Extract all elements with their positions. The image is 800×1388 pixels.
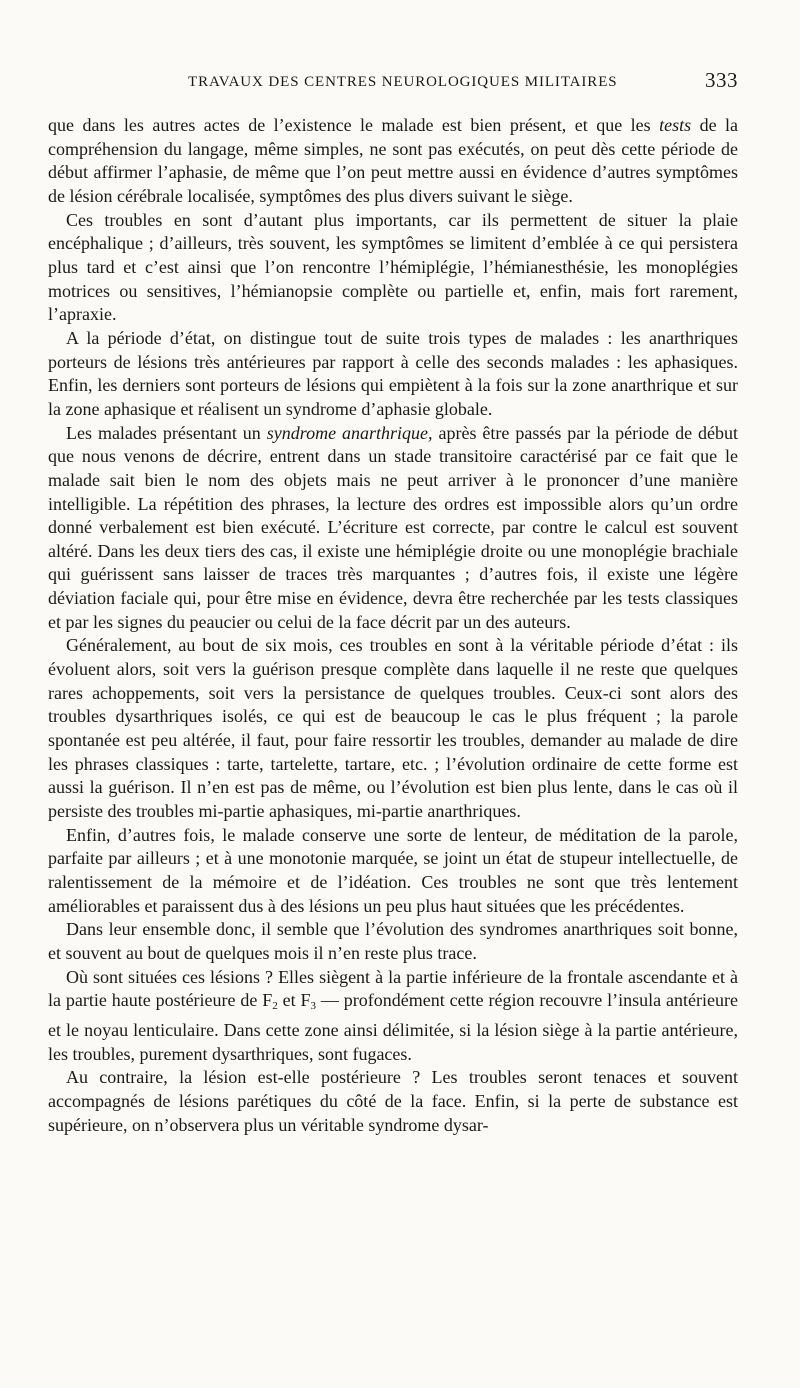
running-title: TRAVAUX DES CENTRES NEUROLOGIQUES MILITAIRES <box>188 74 618 90</box>
paragraph-8 <box>48 966 738 1067</box>
paragraph-6-text: Enfin, d’autres fois, le malade conserve une sorte de lenteur, de méditation de la parole, parfaite par ailleurs ; et à une monotonie marquée, se joint un état de stupeur intellectuelle, de ralentissement de la mémoire et de l’idéation. Ces troubles ne sont que très lentement améliorables et paraissent dus à des lésions un peu plus haut situées que les précédentes. <box>48 824 738 916</box>
body-text <box>48 114 738 1137</box>
paragraph-2 <box>48 209 738 327</box>
paragraph-3 <box>48 327 738 422</box>
paragraph-4 <box>48 422 738 635</box>
paragraph-7 <box>48 918 738 965</box>
paragraph-8-mid: et F <box>277 990 311 1011</box>
paragraph-1 <box>48 114 738 209</box>
paragraph-7-text: Dans leur ensemble donc, il semble que l’évolution des syndromes anarthriques soit bonne, et souvent au bout de quelques mois il n’en reste plus trace. <box>48 919 738 963</box>
paragraph-9-text: Au contraire, la lésion est-elle postérieure ? Les troubles seront tenaces et souvent accompagnés de lésions parétiques du côté de la face. Enfin, si la perte de substance est supérieure, on n’observera plus un véritable syndrome dysar- <box>48 1067 738 1135</box>
paragraph-1-text: que dans les autres actes de l’existence le malade est bien présent, et que les <box>48 115 660 135</box>
paragraph-8-text-after: — profondément cette région recouvre l’insula antérieure et le noyau lenticulaire. Dans cette zone ainsi délimitée, si la lésion siège à la partie antérieure, les troubles, purement dysarthriques, sont fugaces. <box>48 990 738 1064</box>
paragraph-5 <box>48 634 738 823</box>
paragraph-6 <box>48 824 738 919</box>
italic-tests: tests <box>659 115 692 135</box>
paragraph-4-text-after: après être passés par la période de début que nous venons de décrire, entrent dans un stade transitoire caractérisé par ce fait que le malade sait bien le nom des objets mais ne peut arriver à le prononcer d’une manière intelligible. La répétition des phrases, la lecture des ordres est impossible alors qu’un ordre donné verbalement est bien exécuté. L’écriture est correcte, par contre le calcul est souvent altéré. Dans les deux tiers des cas, il existe une hémiplégie droite ou une monoplégie brachiale qui guérissent sans laisser de traces très marquantes ; d’autres fois, il existe une légère déviation faciale qui, pour être mise en évidence, devra être recherchée par les tests classiques et par les signes du peaucier ou celui de la face décrit par un des auteurs. <box>48 422 739 632</box>
paragraph-1-text-after: de la compréhension du langage, même simples, ne sont pas exécutés, on peut dès cette période de début affirmer l’aphasie, de même que l’on peut mettre aussi en évidence d’autres symptômes de lésion cérébrale localisée, symptômes des plus divers suivant le siège. <box>48 115 738 206</box>
paragraph-8-text: Où sont situées ces lésions ? Elles siègent à la partie inférieure de la frontale ascendante et à la partie haute postérieure de F <box>48 966 738 1011</box>
paragraph-2-text: Ces troubles en sont d’autant plus importants, car ils permettent de situer la plaie encéphalique ; d’ailleurs, très souvent, les symptômes se limitent d’emblée à ce qui persistera plus tard et c’est ainsi que l’on rencontre l’hémiplégie, l’hémianesthésie, les monoplégies motrices ou sensitives, l’hémianopsie complète ou partielle et, enfin, mais fort rarement, l’apraxie. <box>48 209 738 325</box>
paragraph-9 <box>48 1066 738 1137</box>
paragraph-5-text: Généralement, au bout de six mois, ces troubles en sont à la véritable période d’état : ils évoluent alors, soit vers la guérison presque complète dans laquelle il ne reste que quelques rares achoppements, soit vers la persistance de quelques troubles. Ceux-ci sont alors des troubles dysarthriques isolés, ce qui est de beaucoup le cas le plus fréquent ; la parole spontanée est peu altérée, il faut, pour faire ressortir les troubles, demander au malade de dire les phrases classiques : tarte, tartelette, tartare, etc. ; l’évolution ordinaire de cette forme est aussi la guérison. Il n’en est pas de même, ou l’évolution est bien plus lente, dans le cas où il persiste des troubles mi-partie aphasiques, mi-partie anarthriques. <box>48 635 738 822</box>
paragraph-3-text: A la période d’état, on distingue tout de suite trois types de malades : les anarthriques porteurs de lésions très antérieures par rapport à celle des seconds malades : les aphasiques. Enfin, les derniers sont porteurs de lésions qui empiètent à la fois sur la zone anarthrique et sur la zone aphasique et réalisent un syndrome d’aphasie globale. <box>48 327 738 419</box>
subscript-2: 2 <box>272 1000 278 1013</box>
paragraph-4-text: Les malades présentant un <box>66 422 267 443</box>
page-header <box>60 64 738 100</box>
italic-syndrome-anarthrique: syndrome anarthrique, <box>266 422 433 443</box>
subscript-3: 3 <box>310 1000 317 1013</box>
page-number: 333 <box>705 68 738 92</box>
